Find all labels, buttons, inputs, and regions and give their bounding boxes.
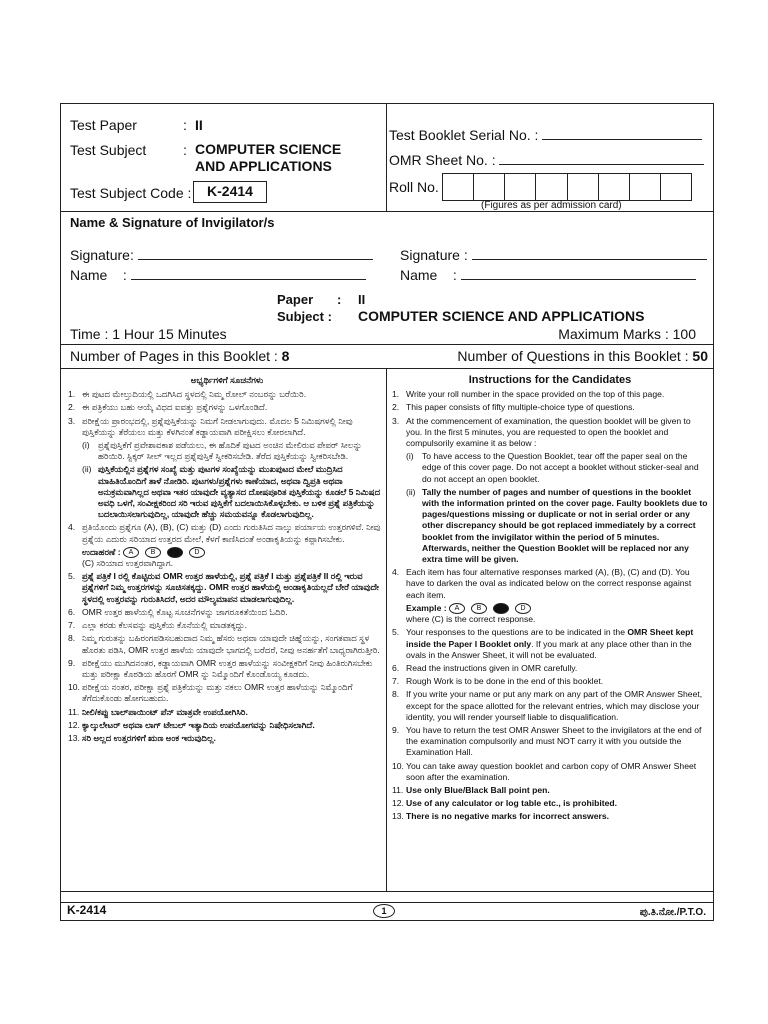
example-ovals [449,603,531,614]
name-2: Name : [400,267,696,283]
instruction-number: 9. [68,657,76,668]
page-number: 1 [373,904,395,918]
instruction-text: Tally the number of pages and number of questions in the booklet with the information printed on the cover page. Faulty booklets due to pages/questions missing or duplicate or not in serial order or any other discrepancy should be got replaced immediately by a correct booklet from the invigilator within the period of 5 minutes. Afterwards, neither the Question Booklet will be replaced nor any extra time will be given. [422,486,708,565]
english-instructions [392,375,708,825]
instruction-text: You can take away question booklet and carbon copy of OMR Answer Sheet soon after the examination. [406,760,697,782]
instruction-number: 2. [68,402,76,413]
instruction-item [392,761,708,783]
serial-label: Test Booklet Serial No. : [389,127,702,143]
roll-label: Roll No. [389,179,439,195]
instruction-item [392,451,708,485]
paper-value: II [358,292,366,307]
instruction-item [392,416,708,450]
instruction-text: ಈ ಪುಟದ ಮೇಲ್ತುದಿಯಲ್ಲಿ ಒದಗಿಸಿದ ಸ್ಥಳದಲ್ಲಿ ನಿಮ್ಮ ರೋಲ್ ನಂಬರನ್ನು ಬರೆಯಿರಿ. [82,389,307,400]
example-label: ಉದಾಹರಣೆ : [82,546,123,557]
english-list [392,389,708,822]
answer-oval: B [471,603,487,614]
instruction-text: At the commencement of examination, the question booklet will be given to you. In the first 5 minutes, you are requested to open the booklet and compulsorily examine it as below : [406,415,691,449]
instruction-number: 3. [68,415,76,426]
example-row [392,603,708,625]
signature-1: Signature: [70,247,373,263]
answer-oval: A [123,547,139,558]
invigilator-title: Name & Signature of Invigilator/s [70,215,275,230]
instruction-item [392,785,708,796]
questions-count: Number of Questions in this Booklet : 50 [457,348,708,364]
instruction-item [392,689,708,723]
roll-note: (Figures as per admission card) [481,200,622,211]
instruction-number: 10. [392,760,404,771]
footer-line-2 [61,902,713,903]
instruction-number: 10. [68,682,80,693]
instruction-item [392,798,708,809]
example-ovals [123,547,205,558]
instruction-number: 1. [392,389,400,400]
instruction-number: 5. [392,627,400,638]
instruction-text: ನಿಮ್ಮ ಗುರುತನ್ನು ಬಹಿರಂಗಪಡಿಸಬಹುದಾದ ನಿಮ್ಮ ಹೆಸರು ಅಥವಾ ಯಾವುದೇ ಚಿಹ್ನೆಯನ್ನು, ಸಂಗತವಾದ ಸ್ಥಳ ಹೊರತು ಪಡಿಸಿ, OMR ಉತ್ತರ ಹಾಳೆಯ ಯಾವುದೇ ಭಾಗದಲ್ಲಿ ಬರೆದರೆ, ನೀವು ಅನರ್ಹತೆಗೆ ಬಾಧ್ಯರಾಗಿರುತ್ತೀರಿ. [82,633,380,655]
instruction-text: If you write your name or put any mark on any part of the OMR Answer Sheet, except for the space allotted for the relevant entries, which may disclose your identity, you will render yourself liable to disqualification. [406,689,703,722]
instruction-item [68,707,386,718]
omr-label: OMR Sheet No. : [389,152,704,168]
answer-oval: A [449,603,465,614]
colon: : [337,292,342,307]
instruction-item [392,627,708,661]
paper-label: Paper [277,292,314,307]
instruction-text: ಪುಸ್ತಿಕೆಯಲ್ಲಿನ ಪ್ರಶ್ನೆಗಳ ಸಂಖ್ಯೆ ಮತ್ತು ಪುಟಗಳ ಸಂಖ್ಯೆಯನ್ನು ಮುಖಪುಟದ ಮೇಲೆ ಮುದ್ರಿಸಿದ ಮಾಹಿತಿಯೊಂದಿಗೆ ತಾಳೆ ನೋಡಿರಿ. ಪುಟಗಳು/ಪ್ರಶ್ನೆಗಳು ಕಾಣೆಯಾದ, ಅಥವಾ ದ್ವಿಪ್ರತಿ ಅಥವಾ ಅನುಕ್ರಮವಾಗಿಲ್ಲದ ಅಥವಾ ಇತರ ಯಾವುದೇ ವ್ಯತ್ಯಾಸದ ದೋಷಪೂರಿತ ಪುಸ್ತಿಕೆಯನ್ನು ಕೂಡಲೆ 5 ನಿಮಿಷದ ಅವಧಿ ಒಳಗೆ, ಸಂವೀಕ್ಷಕರಿಂದ ಸರಿ ಇರುವ ಪುಸ್ತಿಕೆಗೆ ಬದಲಾಯಿಸಿಕೊಳ್ಳಬೇಕು. ಆ ಬಳಿಕ ಪ್ರಶ್ನೆ ಪತ್ರಿಕೆಯನ್ನು ಬದಲಾಯಿಸಲಾಗುವುದಿಲ್ಲ, ಯಾವುದೇ ಹೆಚ್ಚು ಸಮಯವನ್ನೂ ಕೊಡಲಾಗುವುದಿಲ್ಲ. [98,464,381,520]
answer-oval [493,603,509,614]
instruction-text: ಸರಿ ಅಲ್ಲದ ಉತ್ತರಗಳಿಗೆ ಋಣ ಅಂಕ ಇರುವುದಿಲ್ಲ. [82,732,216,743]
instruction-text: ಪರೀಕ್ಷೆಯ ಪ್ರಾರಂಭದಲ್ಲಿ, ಪ್ರಶ್ನೆಪುಸ್ತಿಕೆಯನ್ನು ನಿಮಗೆ ನೀಡಲಾಗುವುದು. ಮೊದಲ 5 ನಿಮಿಷಗಳಲ್ಲಿ ನೀವು ಪುಸ್ತಿಕೆಯನ್ನು ತೆರೆಯಲು ಮತ್ತು ಕೆಳಗಿನಂತೆ ಕಡ್ಡಾಯವಾಗಿ ಪರೀಕ್ಷಿಸಲು ಕೋರಲಾಗಿದೆ. [82,415,353,437]
instruction-number: 12. [68,719,80,730]
instruction-item [392,663,708,674]
instruction-item [68,607,386,618]
instruction-text: ಪರೀಕ್ಷೆಯ ನಂತರ, ಪರೀಕ್ಷಾ ಪ್ರಶ್ನೆ ಪತ್ರಿಕೆಯನ್ನು ಮತ್ತು ನಕಲು OMR ಉತ್ತರ ಹಾಳೆಯನ್ನು ನಿಮ್ಮೊಂದಿಗೆ ತೆಗೆದುಕೊಂಡು ಹೋಗಬಹುದು. [82,682,353,704]
colon: : [183,142,187,158]
instruction-text: ಪರೀಕ್ಷೆಯು ಮುಗಿದನಂತರ, ಕಡ್ಡಾಯವಾಗಿ OMR ಉತ್ತರ ಹಾಳೆಯನ್ನು ಸಂವೀಕ್ಷಕರಿಗೆ ನೀವು ಹಿಂತಿರುಗಿಸಬೇಕು ಮತ್ತು ಪರೀಕ್ಷಾ ಕೊಠಡಿಯ ಹೊರಗೆ OMR ನ್ನು ನಿಮ್ಮೊಂದಿಗೆ ಕೊಂಡೊಯ್ಯ ಕೂಡದು. [82,657,373,679]
instruction-text: Use only Blue/Black Ball point pen. [406,784,550,795]
instruction-text: ಈ ಪತ್ರಿಕೆಯು ಬಹು ಆಯ್ಕೆ ವಿಧದ ಐವತ್ತು ಪ್ರಶ್ನೆಗಳನ್ನು ಒಳಗೊಂಡಿದೆ. [82,402,268,413]
instruction-number: 8. [68,633,76,644]
instructions-top-line [61,368,713,369]
test-subject-label: Test Subject [70,142,147,158]
instruction-item [392,487,708,565]
instruction-text: ಪ್ರಶ್ನೆ ಪತ್ರಿಕೆ I ರಲ್ಲಿ ಕೊಟ್ಟಿರುವ OMR ಉತ್ತರ ಹಾಳೆಯಲ್ಲಿ, ಪ್ರಶ್ನೆ ಪತ್ರಿಕೆ I ಮತ್ತು ಪ್ರಶ್ನೆಪತ್ರಿಕೆ II ರಲ್ಲಿ ಇರುವ ಪ್ರಶ್ನೆಗಳಿಗೆ ನಿಮ್ಮ ಉತ್ತರಗಳನ್ನು ಸೂಚಿಸತಕ್ಕದ್ದು. OMR ಉತ್ತರ ಹಾಳೆಯಲ್ಲಿ ಅಂಡಾಕೃತಿಯಲ್ಲದೆ ಬೇರೆ ಯಾವುದೇ ಸ್ಥಳದಲ್ಲಿ ಉತ್ತರವನ್ನು ಗುರುತಿಸಿದರೆ, ಅದರ ಮೌಲ್ಯಮಾಪನ ಮಾಡಲಾಗುವುದಿಲ್ಲ. [82,571,379,604]
instruction-number: (i) [406,451,414,462]
colon: : [183,117,187,133]
instruction-text: ಪ್ರತಿಯೊಂದು ಪ್ರಶ್ನೆಗೂ (A), (B), (C) ಮತ್ತು (D) ಎಂದು ಗುರುತಿಸಿದ ನಾಲ್ಕು ಪರ್ಯಾಯ ಉತ್ತರಗಳಿವೆ. ನೀವು ಪ್ರಶ್ನೆಯ ಎದುರು ಸರಿಯಾದ ಉತ್ತರದ ಮೇಲೆ, ಕೆಳಗೆ ಕಾಣಿಸಿದಂತೆ ಅಂಡಾಕೃತಿಯನ್ನು ಕಪ್ಪಾಗಿಸಬೇಕು. [82,522,381,544]
english-title: Instructions for the Candidates [468,374,632,386]
instruction-item [392,676,708,687]
instruction-number: 7. [392,676,400,687]
pto-label: ಪು.ತಿ.ನೋ./P.T.O. [639,907,706,918]
instruction-number: 9. [392,724,400,735]
instruction-item [68,416,386,438]
example-note: (C) ಸರಿಯಾದ ಉತ್ತರವಾಗಿದ್ದಾಗ. [82,558,174,569]
instruction-item [392,811,708,822]
paper-info-line [61,344,713,345]
instruction-text: Write your roll number in the space provided on the top of this page. [406,389,665,400]
instruction-item [68,402,386,413]
instruction-number: 1. [68,389,76,400]
instruction-number: (ii) [82,464,92,475]
signature-2: Signature : [400,247,707,263]
test-paper-value: II [195,117,203,133]
instruction-item [392,725,708,759]
instruction-text: Read the instructions given in OMR carefully. [406,662,578,673]
instruction-item [68,571,386,605]
instruction-number: 11. [68,706,80,717]
instruction-text: ನೀಲಿ/ಕಪ್ಪು ಬಾಲ್‌ಪಾಯಿಂಟ್ ಪೆನ್ ಮಾತ್ರವೇ ಉಪಯೋಗಿಸಿರಿ. [82,706,248,717]
instruction-text: ಕ್ಯಾಲ್ಕುಲೇಟರ್ ಅಥವಾ ಲಾಗ್ ಟೇಬಲ್ ಇತ್ಯಾದಿಯ ಉಪಯೋಗವನ್ನು ನಿಷೇಧಿಸಲಾಗಿದೆ. [82,719,315,730]
instruction-item [68,682,386,704]
kannada-list [68,389,386,744]
instruction-number: (i) [82,440,90,451]
subject-label: Subject : [277,309,332,324]
max-marks: Maximum Marks : 100 [558,326,696,342]
test-paper-label: Test Paper [70,117,137,133]
kannada-title: ಅಭ್ಯರ್ಥಿಗಳಿಗೆ ಸೂಚನೆಗಳು [190,375,264,385]
instruction-number: 3. [392,415,400,426]
instruction-text: Rough Work is to be done in the end of this booklet. [406,676,604,687]
instruction-item [68,658,386,680]
instruction-number: (ii) [406,486,416,497]
footer-line [61,891,713,892]
instruction-item [68,464,386,520]
instruction-text: To have access to the Question Booklet, tear off the paper seal on the edge of this cover page. Do not accept a booklet without sticker-seal and do not accept an open booklet. [422,451,699,484]
time-label: Time : 1 Hour 15 Minutes [70,326,227,342]
instruction-number: 13. [392,811,404,822]
instruction-text: You have to return the test OMR Answer Sheet to the invigilators at the end of the examination compulsorily and must NOT carry it with you outside the Examination Hall. [406,724,702,758]
instruction-number: 7. [68,620,76,631]
instruction-text: ಎಲ್ಲಾ ಕರಡು ಕೆಲಸವನ್ನು ಪುಸ್ತಿಕೆಯ ಕೊನೆಯಲ್ಲಿ ಮಾಡತಕ್ಕದ್ದು. [82,620,248,631]
instruction-item [68,720,386,731]
test-subject-value-1: COMPUTER SCIENCE [195,141,342,157]
instruction-number: 6. [392,662,400,673]
instruction-number: 13. [68,732,80,743]
answer-oval [167,547,183,558]
instruction-text: ಪ್ರಶ್ನೆಪುಸ್ತಿಕೆಗೆ ಪ್ರವೇಶಾವಕಾಶ ಪಡೆಯಲು, ಈ ಹೊದಿಕೆ ಪುಟದ ಅಂಚಿನ ಮೇಲಿರುವ ಪೇಪರ್ ಸೀಲನ್ನು ಹರಿಯಿರಿ. ಸ್ಟಿಕ್ಕರ್ ಸೀಲ್ ಇಲ್ಲದ ಪ್ರಶ್ನೆಪುಸ್ತಿಕೆ ಸ್ವೀಕರಿಸಬೇಡಿ. ತೆರೆದ ಪುಸ್ತಿಕೆಯನ್ನು ಸ್ವೀಕರಿಸಬೇಡಿ. [98,440,363,462]
example-row [68,547,386,569]
instruction-text: Your responses to the questions are to be indicated in the OMR Sheet kept inside the Paper I Booklet only. If you mark at any place other than in the ovals in the Answer Sheet, it will not be evaluated. [406,627,694,660]
instructions-divider [386,369,387,891]
instruction-item [68,440,386,462]
instruction-item [392,402,708,413]
instruction-text: This paper consists of fifty multiple-choice type of questions. [406,402,635,413]
subject-code-label: Test Subject Code : [70,185,192,201]
instruction-number: 2. [392,402,400,413]
instruction-number: 4. [392,567,400,578]
instruction-item [68,733,386,744]
instruction-text: OMR ಉತ್ತರ ಹಾಳೆಯಲ್ಲಿ ಕೊಟ್ಟ ಸೂಚನೆಗಳನ್ನು ಜಾಗರೂಕತೆಯಿಂದ ಓದಿರಿ. [82,606,288,617]
subject-value: COMPUTER SCIENCE AND APPLICATIONS [358,308,645,324]
instruction-number: 5. [68,571,76,582]
instruction-item [68,633,386,655]
test-subject-value-2: AND APPLICATIONS [195,158,332,174]
instruction-number: 4. [68,522,76,533]
name-1: Name : [70,267,366,283]
header-bottom-line [61,211,713,212]
instruction-text: Each item has four alternative responses marked (A), (B), (C) and (D). You have to darken the oval as indicated below on the correct response against each item. [406,567,692,600]
subject-code-box: K-2414 [193,181,267,203]
kannada-instructions [68,375,386,746]
roll-number-boxes[interactable] [442,173,692,201]
footer-code: K-2414 [67,903,107,917]
instruction-text: There is no negative marks for incorrect answers. [406,811,609,822]
instruction-item [68,620,386,631]
instruction-number: 6. [68,606,76,617]
answer-oval: D [189,547,205,558]
instruction-text: Use of any calculator or log table etc., is prohibited. [406,798,618,809]
example-label: Example : [406,602,449,613]
answer-oval: D [515,603,531,614]
answer-oval: B [145,547,161,558]
instruction-number: 11. [392,784,404,795]
pages-count: Number of Pages in this Booklet : 8 [70,348,290,364]
instruction-item [392,389,708,400]
header-divider [386,104,387,211]
instruction-item [392,567,708,601]
instruction-number: 12. [392,798,404,809]
instruction-number: 8. [392,689,400,700]
instruction-item [68,522,386,544]
instruction-item [68,389,386,400]
example-note: where (C) is the correct response. [406,614,536,625]
